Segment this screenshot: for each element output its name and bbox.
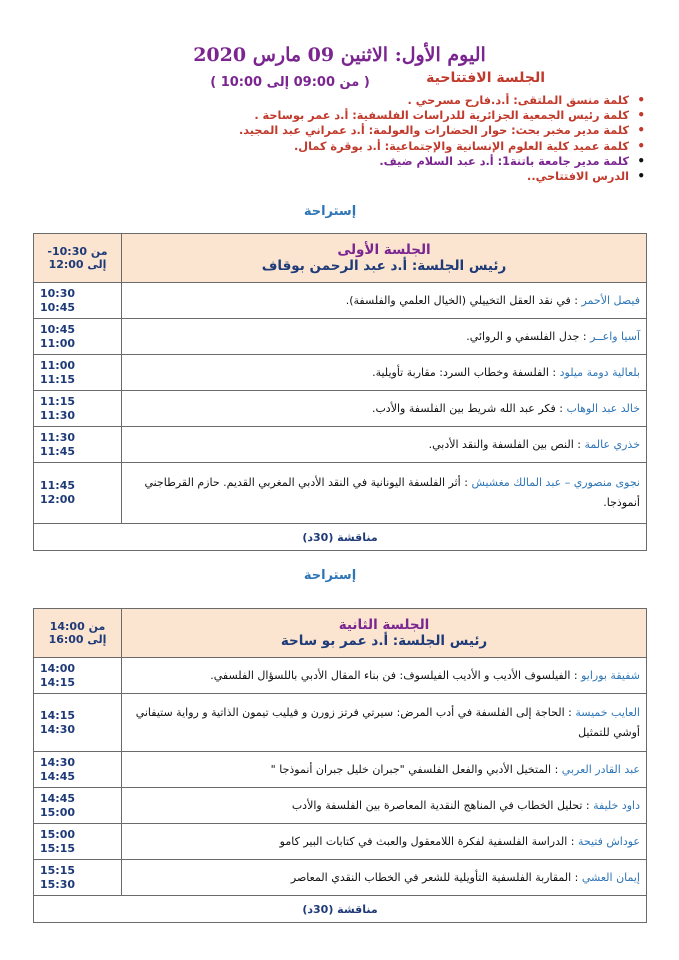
bullet-icon: •	[637, 168, 645, 183]
talk-cell	[122, 658, 647, 694]
talk-time: 11:15 11:30	[34, 391, 122, 427]
opening-program-list	[240, 93, 645, 184]
talk-cell	[122, 694, 647, 752]
session1-chair: رئيس الجلسة: أ.د عبد الرحمن بوقاف	[261, 258, 507, 274]
opening-item: • كلمة منسق الملتقى: أ.د.فارح مسرحي .	[407, 93, 645, 107]
talk-title: : في نقد العقل التخييلي (الخيال العلمي والفلسفة).	[345, 293, 578, 307]
talk-time: 10:30 10:45	[34, 283, 122, 319]
talk-title: : فكر عبد الله شريط بين الفلسفة والأدب.	[371, 401, 563, 415]
discussion-row	[34, 896, 647, 923]
talk-title: : الحاجة إلى الفلسفة في أدب المرض: سيرتي فرتز زورن و فيليب تيمون الذاتية و رواية ستيفاني أوشي للتمثيل	[135, 705, 640, 739]
bullet-icon: •	[637, 108, 645, 123]
speaker-name: شفيقة بورايو	[581, 668, 640, 682]
table-row	[34, 427, 647, 463]
session2-title: الجلسة الثانية	[338, 617, 430, 633]
talk-cell	[122, 860, 647, 896]
opening-session-time: ( من 09:00 إلى 10:00 )	[210, 75, 370, 90]
talk-title: : المقاربة الفلسفية التأويلية للشعر في الخطاب النقدي المعاصر	[290, 870, 579, 884]
session2-header	[122, 609, 647, 658]
talk-cell	[122, 391, 647, 427]
talk-cell	[122, 355, 647, 391]
bullet-icon: •	[637, 153, 645, 168]
table-row	[34, 788, 647, 824]
session2-table	[33, 608, 647, 923]
talk-time: 14:30 14:45	[34, 752, 122, 788]
talk-title: : الفلسفة وخطاب السرد: مقاربة تأويلية.	[372, 365, 557, 379]
talk-time: 14:00 14:15	[34, 658, 122, 694]
session1-header	[122, 234, 647, 283]
session2-time: من 14:00 إلى 16:00	[34, 609, 122, 658]
talk-cell	[122, 427, 647, 463]
speaker-name: عبد القادر العربي	[561, 762, 640, 776]
talk-title: : جدل الفلسفي و الروائي.	[466, 329, 587, 343]
talk-title: : الفيلسوف الأديب و الأديب الفيلسوف: فن بناء المقال الأدبي باللسؤال الفلسفي.	[210, 668, 578, 682]
speaker-name: داود خليفة	[593, 798, 640, 812]
talk-title: : أثر الفلسفة اليونانية في النقد الأدبي المغربي القديم. حازم القرطاجني أنموذجا.	[144, 476, 640, 509]
table-row	[34, 391, 647, 427]
talk-time: 15:15 15:30	[34, 860, 122, 896]
table-row	[34, 658, 647, 694]
talk-cell	[122, 788, 647, 824]
talk-time: 14:15 14:30	[34, 694, 122, 752]
table-row	[34, 860, 647, 896]
talk-time: 14:45 15:00	[34, 788, 122, 824]
talk-time: 11:30 11:45	[34, 427, 122, 463]
session1-table	[33, 233, 647, 551]
talk-cell	[122, 319, 647, 355]
talk-title: : الدراسة الفلسفية لفكرة اللامعقول والعبث في كتابات البير كامو	[279, 834, 575, 848]
table-row	[34, 319, 647, 355]
table-row	[34, 824, 647, 860]
opening-item: • كلمة رئيس الجمعية الجزائرية للدراسات الفلسفية: أ.د عمر بوساحة .	[254, 108, 645, 123]
bullet-icon: •	[637, 138, 645, 153]
session1-title: الجلسة الأولى	[337, 242, 431, 258]
table-row	[34, 355, 647, 391]
table-row	[34, 752, 647, 788]
speaker-name: آسيا واعــر	[590, 329, 640, 343]
talk-title: : المتخيل الأدبي والفعل الفلسفي "جبران خليل جبران أنموذجا "	[270, 762, 559, 776]
day-title: اليوم الأول: الاثنين 09 مارس 2020	[193, 44, 486, 66]
speaker-name: بلعالية دومة ميلود	[559, 365, 640, 379]
speaker-name: نجوى منصوري – عبد المالك مغشيش	[471, 476, 640, 489]
discussion-label: مناقشة (30د)	[34, 896, 647, 923]
session2-chair: رئيس الجلسة: أ.د عمر بو ساحة	[280, 633, 488, 649]
discussion-row	[34, 524, 647, 551]
table-row	[34, 283, 647, 319]
opening-item: • الدرس الافتتاحي..	[527, 168, 645, 183]
break-label: إستراحة	[303, 568, 357, 583]
speaker-name: خالد عبد الوهاب	[566, 401, 640, 415]
table-row	[34, 694, 647, 752]
opening-session-title: الجلسة الافتتاحية	[426, 70, 545, 86]
talk-title: : النص بين الفلسفة والنقد الأدبي.	[428, 437, 581, 451]
talk-time: 11:45 12:00	[34, 463, 122, 524]
opening-item: • كلمة عميد كلية العلوم الإنسانية والإجتماعية: أ.د بوقرة كمال.	[293, 138, 645, 153]
talk-time: 11:00 11:15	[34, 355, 122, 391]
talk-cell	[122, 283, 647, 319]
speaker-name: خذري عالمة	[584, 437, 640, 451]
table-row	[34, 463, 647, 524]
speaker-name: إيمان العشي	[581, 870, 640, 884]
speaker-name: عوداش فتيحة	[577, 834, 640, 848]
speaker-name: فيصل الأحمر	[581, 293, 640, 307]
opening-item: • كلمة مدير مخبر بحث: حوار الحضارات والعولمة: أ.د عمراني عبد المجيد.	[238, 123, 645, 138]
speaker-name: العايب خميسة	[575, 705, 640, 719]
break-label: إستراحة	[303, 204, 357, 219]
talk-cell	[122, 752, 647, 788]
talk-cell	[122, 463, 647, 524]
talk-cell	[122, 824, 647, 860]
talk-title: : تحليل الخطاب في المناهج النقدية المعاصرة بين الفلسفة والأدب	[291, 798, 590, 812]
talk-time: 10:45 11:00	[34, 319, 122, 355]
session1-time: من 10:30- إلى 12:00	[34, 234, 122, 283]
talk-time: 15:00 15:15	[34, 824, 122, 860]
bullet-icon: •	[637, 93, 645, 107]
bullet-icon: •	[637, 123, 645, 138]
opening-item: • كلمة مدير جامعة باتنة1: أ.د عبد السلام ضيف.	[379, 153, 645, 168]
discussion-label: مناقشة (30د)	[34, 524, 647, 551]
